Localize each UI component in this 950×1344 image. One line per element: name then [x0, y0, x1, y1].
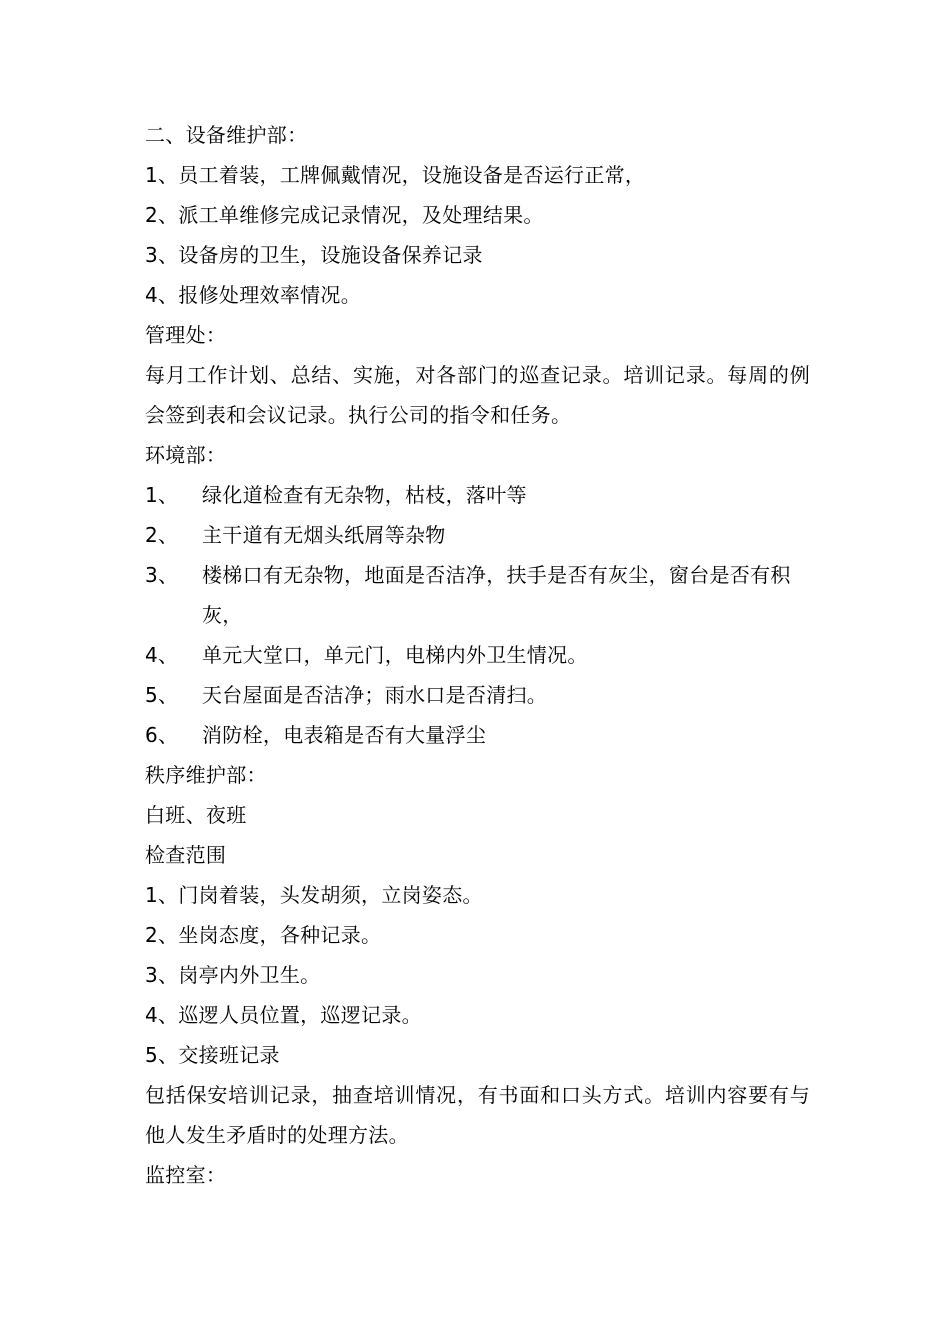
list-item-text: 绿化道检查有无杂物，枯枝，落叶等 — [202, 483, 527, 507]
list-item-text: 单元大堂口，单元门，电梯内外卫生情况。 — [202, 643, 588, 667]
section-heading-environment: 环境部： — [145, 443, 227, 467]
document-body — [145, 115, 810, 1195]
section-heading-management: 管理处： — [145, 323, 227, 347]
list-item-text: 楼梯口有无杂物，地面是否洁净，扶手是否有灰尘，窗台是否有积灰， — [202, 563, 791, 627]
management-paragraph: 每月工作计划、总结、实施，对各部门的巡查记录。培训记录。每周的例会签到表和会议记录。执行公司的指令和任务。 — [145, 363, 810, 427]
list-item — [145, 715, 810, 755]
list-item: 4、报修处理效率情况。 — [145, 283, 362, 307]
list-item-number: 4、 — [145, 643, 179, 667]
list-item: 1、员工着装，工牌佩戴情况，设施设备是否运行正常， — [145, 163, 646, 187]
shift-text: 白班、夜班 — [145, 803, 247, 827]
list-item-number: 6、 — [145, 723, 179, 747]
list-item — [145, 515, 810, 555]
list-item: 2、派工单维修完成记录情况，及处理结果。 — [145, 203, 544, 227]
list-item — [145, 635, 810, 675]
list-item-text: 天台屋面是否洁净；雨水口是否清扫。 — [202, 683, 548, 707]
list-item-text: 消防栓，电表箱是否有大量浮尘 — [202, 723, 487, 747]
list-item-number: 1、 — [145, 483, 179, 507]
list-item-number: 3、 — [145, 563, 179, 587]
list-item: 3、岗亭内外卫生。 — [145, 963, 321, 987]
list-item — [145, 555, 810, 635]
list-item: 5、交接班记录 — [145, 1043, 280, 1067]
list-item — [145, 675, 810, 715]
list-item: 3、设备房的卫生，设施设备保养记录 — [145, 243, 483, 267]
list-item — [145, 475, 810, 515]
list-item-number: 5、 — [145, 683, 179, 707]
section-heading-monitoring: 监控室： — [145, 1163, 227, 1187]
scope-heading: 检查范围 — [145, 843, 227, 867]
section-heading-equipment: 二、设备维护部： — [145, 123, 308, 147]
list-item-number: 2、 — [145, 523, 179, 547]
list-item: 2、坐岗态度，各种记录。 — [145, 923, 382, 947]
section-heading-order: 秩序维护部： — [145, 763, 267, 787]
training-paragraph: 包括保安培训记录，抽查培训情况，有书面和口头方式。培训内容要有与他人发生矛盾时的处理方法。 — [145, 1083, 810, 1147]
list-item: 1、门岗着装，头发胡须，立岗姿态。 — [145, 883, 483, 907]
list-item: 4、巡逻人员位置，巡逻记录。 — [145, 1003, 422, 1027]
list-item-text: 主干道有无烟头纸屑等杂物 — [202, 523, 446, 547]
